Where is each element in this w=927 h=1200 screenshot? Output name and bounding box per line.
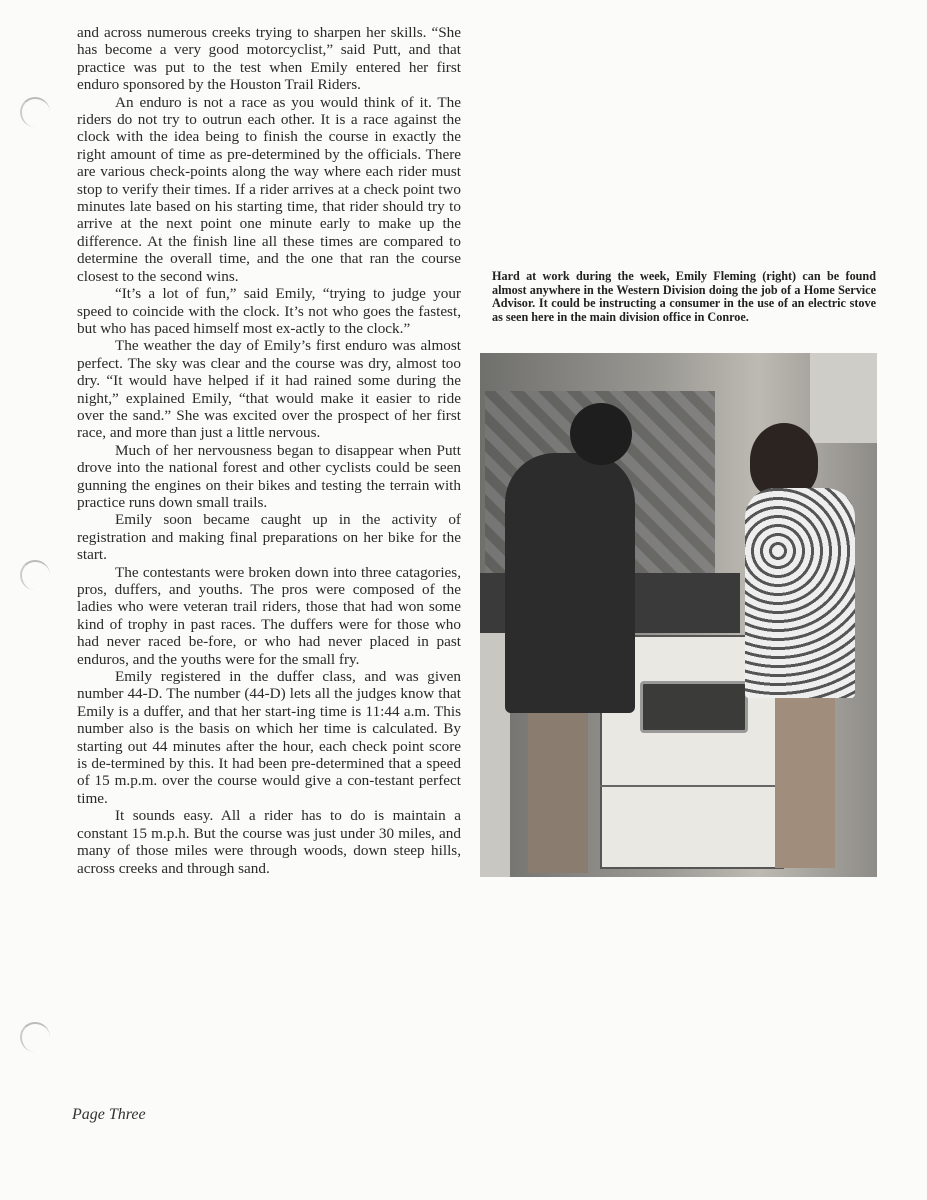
article-column (77, 24, 461, 877)
page-number-label: Page Three (72, 1106, 146, 1123)
binder-hole (20, 1022, 50, 1052)
binder-hole (20, 560, 50, 590)
article-paragraph: An enduro is not a race as you would think of it. The riders do not try to outrun each other. It is a race against the clock with the idea being to finish the course in exactly the right amount of time as pre-determined by the officials. There are various check-points along the way where each rider must stop to verify their times. If a rider arrives at a check point two minutes late based on his starting time, that rider should try to arrive at the next point one minute early to make up the difference. At the finish line all these times are compared to determine the overall time, and the one that ran the course closest to the second wins. (77, 93, 461, 285)
article-paragraph: The weather the day of Emily’s first enduro was almost perfect. The sky was clear and the course was dry, almost too dry. “It would have helped if it had rained some during the night,” explained Emily, “that would make it easier to ride over the sand.” She was excited over the prospect of her first race, and more than just a little nervous. (77, 337, 461, 442)
article-paragraph: “It’s a lot of fun,” said Emily, “trying to judge your speed to coincide with the clock. It’s not who goes the fastest, but who has paced himself most ex-actly to the clock.” (77, 285, 461, 337)
photo-caption: Hard at work during the week, Emily Fleming (right) can be found almost anywhere in the Western Division doing the job of a Home Service Advisor. It could be instructing a consumer in the use of an electric stove as seen here in the main division office in Conroe. (492, 269, 876, 324)
article-paragraph: and across numerous creeks trying to sharpen her skills. “She has become a very good motorcyclist,” said Putt, and that practice was put to the test when Emily entered her first enduro sponsored by the Houston Trail Riders. (77, 24, 461, 94)
article-paragraph: Much of her nervousness began to disappear when Putt drove into the national forest and other cyclists could be seen gunning the engines on their bikes and testing the terrain with practice runs down small trails. (77, 441, 461, 511)
photo-kitchen-stove (480, 353, 877, 877)
binder-hole (20, 97, 50, 127)
article-paragraph: The contestants were broken down into three catagories, pros, duffers, and youths. The pros were composed of the ladies who were veteran trail riders, those that had won some kind of trophy in past races. The duffers were for those who had never raced be-fore, or who had never placed in past enduros, and the youths were for the small fry. (77, 563, 461, 668)
article-paragraph: Emily soon became caught up in the activity of registration and making final preparations on her bike for the start. (77, 511, 461, 564)
article-paragraph: It sounds easy. All a rider has to do is maintain a constant 15 m.p.h. But the course was just under 30 miles, and many of those miles were through woods, down steep hills, across creeks and through sand. (77, 807, 461, 877)
article-paragraph: Emily registered in the duffer class, and was given number 44-D. The number (44-D) lets all the judges know that Emily is a duffer, and that her start-ing time is 11:44 a.m. This number also is the basis on which her time is calculated. By starting out 44 minutes after the hour, each check point score is de-termined by this. It had been pre-determined that a speed of 15 m.p.m. over the course would give a con-testant perfect time. (77, 668, 461, 807)
